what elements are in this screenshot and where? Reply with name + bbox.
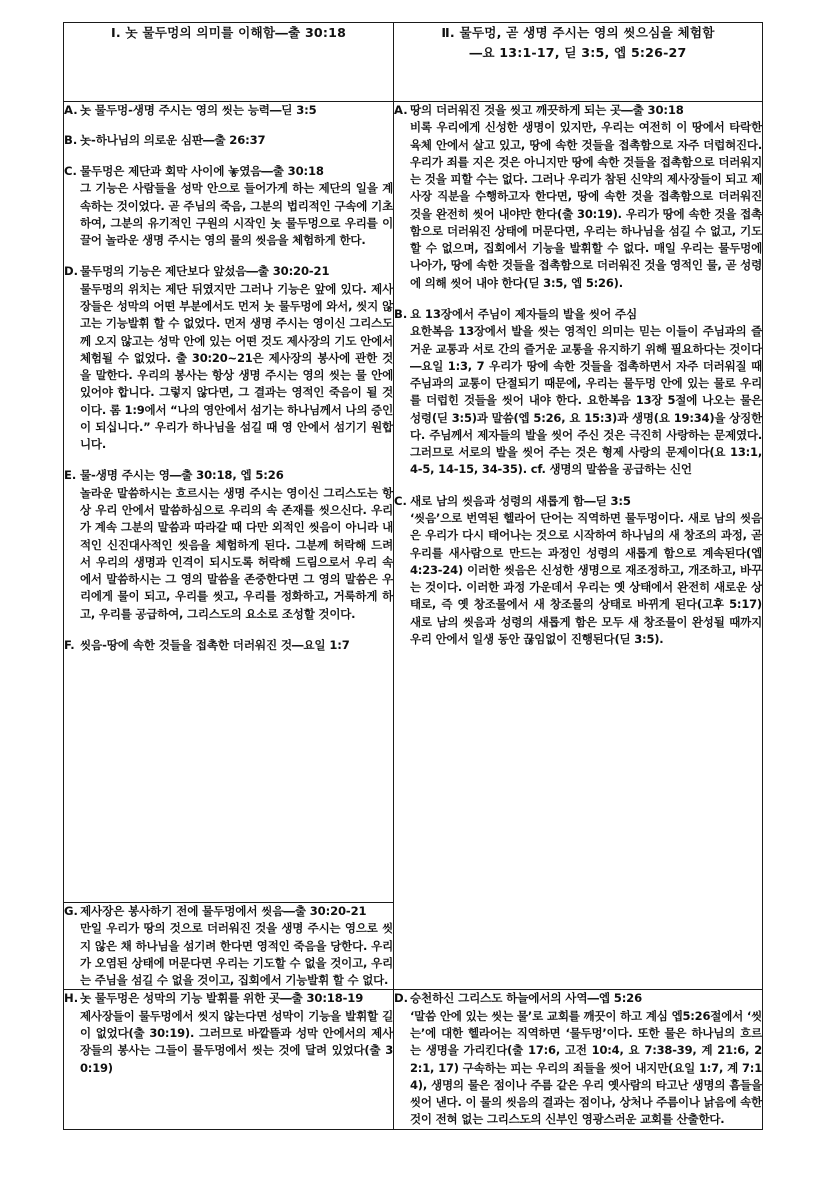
item-heading [64,637,393,653]
header-cell-right [394,23,763,102]
item-heading [394,990,762,1006]
item-body: 놀라운 말씀하시는 흐르시는 생명 주시는 영이신 그리스도는 항상 우리 안에서 말씀하심으로 우리의 속 존재를 씻으신다. 우리가 계속 그분의 말씀과 따라갈 때 다만 외적인 씻음이 아니라 내적인 신진대사적인 씻음을 체험하게 된다. 그분께 허락해 드려서 우리의 생명과 인격이 되시도록 허락해 드림으로서 우리 속에서 말씀하시는 그 영의 말씀을 존중한다면 그 영의 말씀은 우리에게 물이 되고, 우리를 씻고, 우리를 정화하고, 거룩하게 하고, 우리를 공급하여, 그리스도의 요소로 조성할 것이다. [80,485,393,621]
list-item [394,102,762,292]
list-item [64,163,393,249]
item-body: 물두멍의 위치는 제단 뒤였지만 그러나 기능은 앞에 있다. 제사장들은 성막의 어떤 부분에서도 먼저 놋 물두멍에 와서, 씻지 않고는 기능발휘 할 수 없었다. 먼저 생명 주시는 영이신 그리스도께 오지 않고는 성막 안에 있는 어떤 것도 제사장의 기도 안에서 체험될 수 없었다. 출 30:20~21은 제사장의 봉사에 관한 것을 말한다. 우리의 봉사는 항상 생명 주시는 영의 씻는 물 안에 있어야 합니다. 그렇지 않다면, 그 결과는 영적인 죽음이 될 것이다. 롬 1:9에서 “나의 영안에서 섬기는 하나님께서 나의 증인이 되십니다.” 우리가 하나님을 섬길 때 영 안에서 섬기기 원합니다. [80,281,393,452]
item-letter: C. [394,493,407,508]
item-body: 요한복음 13장에서 발을 씻는 영적인 의미는 믿는 이들이 주님과의 즐거운 교통과 서로 간의 즐거운 교통을 유지하기 위해 필요하다는 것이다―요일 1:3, 7 우리가 땅에 속한 것들을 접촉하면서 자주 더러워질 때 주님과의 교통이 단절되기 때문에, 우리는 물두멍 안에 있는 물로 우리를 더럽힌 것들을 씻어 내야 한다. 요한복음 13장 5절에 나오는 물은 성령(딛 3:5)과 말씀(엡 5:26, 요 15:3)과 생명(요 19:34)을 상징한다. 주님께서 제자들의 발을 씻어 주신 것은 극진히 사랑하는 문제였다. 그러므로 서로의 발을 씻어 주는 것은 형제 사랑의 문제이다(요 13:1, 4-5, 14-15, 34-35). cf. 생명의 말씀을 공급하는 신언 [410,324,762,477]
right-column-group-2 [394,990,763,1129]
list-item [64,102,393,118]
outline-table [63,22,763,1130]
header-title-left-text: Ⅰ. 놋 물두멍의 의미를 이해함―출 30:18 [110,25,347,40]
table-body-row-3 [64,990,763,1129]
item-title: 땅의 더러워진 것을 씻고 깨끗하게 되는 곳―출 30:18 [410,103,684,117]
item-title: 승천하신 그리스도 하늘에서의 사역―엡 5:26 [410,991,643,1006]
item-body: 비록 우리에게 신성한 생명이 있지만, 우리는 여전히 이 땅에서 타락한 육체 안에서 살고 있고, 땅에 속한 것들을 접촉함으로 자주 더럽혀진다. 우리가 죄를 지은 것은 아니지만 땅에 속한 것들을 접촉함으로 더러워지는 것을 피할 수는 없다. 그러나 우리가 참된 신약의 제사장들이 되고 제사장 직분을 수행하고자 한다면, 땅에 속한 것을 접촉함으로 더러워진 것을 완전히 씻어 내야만 한다(출 30:19). 우리가 땅에 속한 것을 접촉함으로 더러워진 상태에 머문다면, 우리는 하나님을 섬길 수 없고, 기도할 수 없으며, 집회에서 기능을 발휘할 수 없다. 매일 우리는 물두멍에 나아가, 땅에 속한 것들을 접촉함으로 더러워진 것을 영적인 물, 곧 성령에 의해 씻어 내야 한다(딛 3:5, 엡 5:26). [410,120,762,290]
item-heading [64,102,393,118]
item-title: 물-생명 주시는 영―출 30:18, 엡 5:26 [80,468,284,483]
item-heading [64,467,393,483]
list-item [64,990,393,1076]
item-letter: D. [394,991,409,1006]
list-item [64,467,393,622]
item-title: 물두멍은 제단과 회막 사이에 놓였음―출 30:18 [80,163,324,178]
list-item [394,493,762,648]
list-item [394,306,762,479]
item-title: 물두멍의 기능은 제단보다 앞섰음―출 30:20-21 [80,264,330,279]
table-body-row-1 [64,102,763,903]
list-item [64,903,393,989]
item-letter: C. [64,163,77,178]
item-title: 씻음-땅에 속한 것들을 접촉한 더러워진 것―요일 1:7 [80,637,350,652]
item-letter: E. [64,468,77,483]
item-body: ‘씻음’으로 번역된 헬라어 단어는 직역하면 물두멍이다. 새로 남의 씻음은 우리가 다시 태어나는 것으로 시작하여 하나님의 새 창조의 과정, 곧 우리를 새사람으로 만드는 과정인 성령의 새롭게 함으로 계속된다(엡 4:23-24) 이러한 씻음은 신성한 생명으로 재조정하고, 개조하고, 바꾸는 것이다. 이러한 과정 가운데서 우리는 옛 상태에서 완전히 새로운 상태로, 즉 옛 창조물에서 새 창조물의 상태로 바뀌게 된다(고후 5:17) 새로 남의 씻음과 성령의 새롭게 함은 모두 새 창조물이 완성될 때까지 우리 안에서 일생 동안 끊임없이 진행된다(딛 3:5). [410,511,762,646]
left-column-group-2 [64,903,394,990]
item-heading [64,132,393,148]
header-cell-left [64,23,394,102]
item-title: 요 13장에서 주님이 제자들의 발을 씻어 주심 [410,306,637,321]
item-letter: G. [64,904,78,918]
item-letter: A. [394,103,408,117]
header-title-right-line2: ―요 13:1-17, 딛 3:5, 엡 5:26-27 [469,44,687,60]
item-heading [394,102,762,118]
item-title: 놋 물두멍-생명 주시는 영의 씻는 능력―딛 3:5 [80,103,317,117]
item-title: 놋-하나님의 의로운 심판―출 26:37 [80,133,266,148]
item-letter: B. [64,133,78,148]
item-letter: A. [64,103,78,117]
list-item [64,263,393,453]
item-title: 새로 남의 씻음과 성령의 새롭게 함―딛 3:5 [410,493,631,508]
item-heading [64,163,393,179]
header-title-left [64,23,393,43]
item-body: 그 기능은 사람들을 성막 안으로 들어가게 하는 제단의 일을 계속하는 것이었다. 곧 주님의 죽음, 그분의 법리적인 구속에 기초하여, 그분의 유기적인 구원의 시작인 놋 물두멍으로 우리를 이끌어 놀라운 생명 주시는 영의 물의 씻음을 체험하게 한다. [80,181,393,248]
item-heading [64,903,393,919]
list-item [394,990,762,1128]
item-letter: F. [64,637,75,652]
header-title-right-line1: Ⅱ. 물두멍, 곧 생명 주시는 영의 씻으심을 체험함 [441,25,715,40]
item-heading [394,306,762,322]
item-letter: B. [394,306,408,321]
item-body: ‘말씀 안에 있는 씻는 물’로 교회를 깨끗이 하고 계심 엡5:26절에서 ‘씻는’에 대한 헬라어는 직역하면 ‘물두멍’이다. 또한 물은 하나님의 흐르는 생명을 가리킨다(출 17:6, 고전 10:4, 요 7:38-39, 계 21:6, 22:1, 17) 구속하는 피는 우리의 죄들을 씻어 내지만(요일 1:7, 계 7:14), 생명의 물은 점이나 주름 같은 우리 옛사람의 타고난 생명의 흠들을 씻어 낸다. 이 물의 씻음의 결과는 점이나, 상처나 주름이나 낡음에 속한 것이 전혀 없는 그리스도의 신부인 영광스러운 교회를 산출한다. [410,1008,762,1127]
item-heading [394,493,762,509]
right-column-group-1 [394,102,763,990]
item-body: 만일 우리가 땅의 것으로 더러워진 것을 생명 주시는 영으로 씻지 않은 채 하나님을 섬기려 한다면 영적인 죽음을 당한다. 우리가 오염된 상태에 머문다면 우리는 기도할 수 없을 것이고, 우리는 주님을 섬길 수 없을 것이고, 집회에서 기능발휘 할 수 없다. [80,921,393,988]
list-item [64,637,393,653]
header-title-right [394,23,762,62]
item-title: 놋 물두멍은 성막의 기능 발휘를 위한 곳―출 30:18-19 [80,991,364,1006]
item-heading [64,990,393,1006]
left-column-group-3 [64,990,394,1129]
item-heading [64,263,393,279]
item-body: 제사장들이 물두멍에서 씻지 않는다면 성막이 기능을 발휘할 길이 없었다(출 30:19). 그러므로 바깥뜰과 성막 안에서의 제사장들의 봉사는 그들이 물두멍에서 씻는 것에 달려 있었다(출 30:19) [80,1008,393,1075]
table-header-row [64,23,763,102]
list-item [64,132,393,148]
left-column-group-1 [64,102,394,903]
item-title: 제사장은 봉사하기 전에 물두멍에서 씻음―출 30:20-21 [80,904,367,918]
item-letter: H. [64,991,79,1006]
item-letter: D. [64,264,79,279]
